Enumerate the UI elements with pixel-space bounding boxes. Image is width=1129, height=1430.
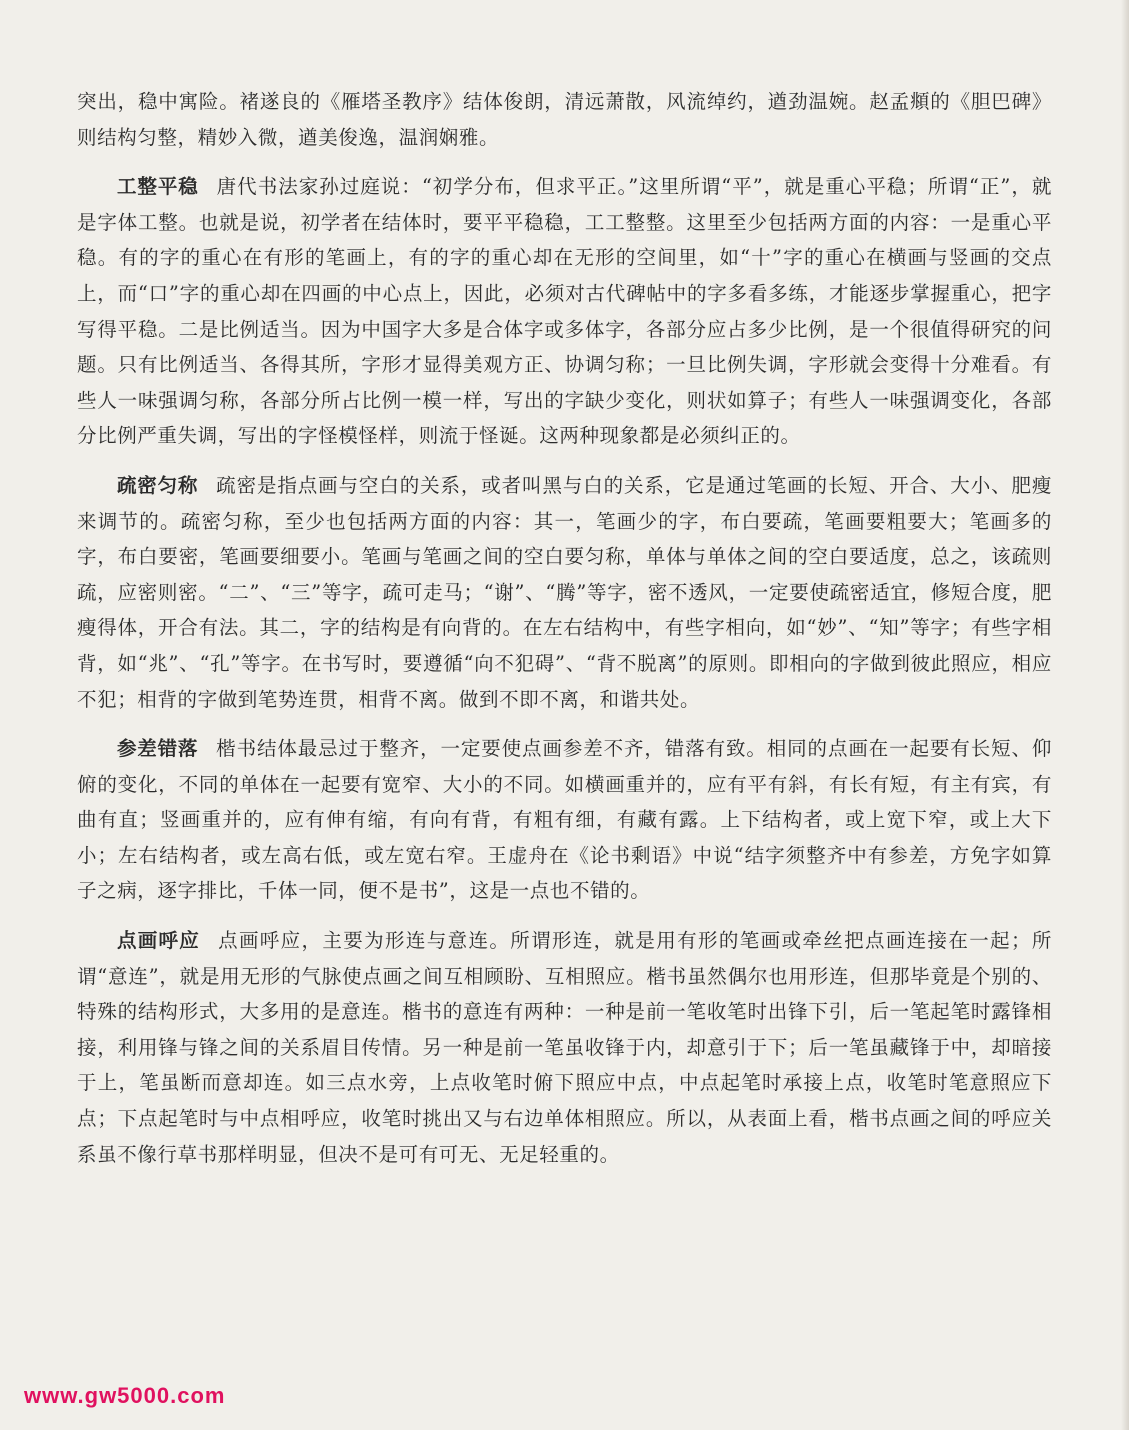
site-watermark: www.gw5000.com — [24, 1383, 226, 1408]
section-heading: 疏密匀称 — [117, 473, 199, 497]
paragraph-shumi-yunchen — [77, 468, 1052, 717]
paragraph-intro-continuation — [77, 84, 1052, 155]
paragraph-body: 点画呼应，主要为形连与意连。所谓形连，就是用有形的笔画或牵丝把点画连接在一起；所谓“意连”，就是用无形的气脉使点画之间互相顾盼、互相照应。楷书虽然偶尔也用形连，但那毕竟是个别的、特殊的结构形式，大多用的是意连。楷书的意连有两种：一种是前一笔收笔时出锋下引，后一笔起笔时露锋相接，利用锋与锋之间的关系眉目传情。另一种是前一笔虽收锋于内，却意引于下；后一笔虽藏锋于中，却暗接于上，笔虽断而意却连。如三点水旁，上点收笔时俯下照应中点，中点起笔时承接上点，收笔时笔意照应下点；下点起笔时与中点相呼应，收笔时挑出又与右边单体相照应。所以，从表面上看，楷书点画之间的呼应关系虽不像行草书那样明显，但决不是可有可无、无足轻重的。 — [77, 929, 1052, 1166]
paragraph-dianhua-huying — [77, 923, 1052, 1172]
paragraph-gongzheng-pingwen — [77, 169, 1052, 454]
paragraph-body: 突出，稳中寓险。褚遂良的《雁塔圣教序》结体俊朗，清远萧散，风流绰约，遒劲温婉。赵孟頫的《胆巴碑》则结构匀整，精妙入微，遒美俊逸，温润娴雅。 — [77, 90, 1052, 149]
paragraph-body: 唐代书法家孙过庭说：“初学分布，但求平正。”这里所谓“平”，就是重心平稳；所谓“正”，就是字体工整。也就是说，初学者在结体时，要平平稳稳，工工整整。这里至少包括两方面的内容：一是重心平稳。有的字的重心在有形的笔画上，有的字的重心却在无形的空间里，如“十”字的重心在横画与竖画的交点上，而“口”字的重心却在四画的中心点上，因此，必须对古代碑帖中的字多看多练，才能逐步掌握重心，把字写得平稳。二是比例适当。因为中国字大多是合体字或多体字，各部分应占多少比例，是一个很值得研究的问题。只有比例适当、各得其所，字形才显得美观方正、协调匀称；一旦比例失调，字形就会变得十分难看。有些人一味强调匀称，各部分所占比例一模一样，写出的字缺少变化，则状如算子；有些人一味强调变化，各部分比例严重失调，写出的字怪模怪样，则流于怪诞。这两种现象都是必须纠正的。 — [77, 175, 1052, 448]
section-heading: 点画呼应 — [117, 929, 201, 953]
paragraph-body: 楷书结体最忌过于整齐，一定要使点画参差不齐，错落有致。相同的点画在一起要有长短、仰俯的变化，不同的单体在一起要有宽窄、大小的不同。如横画重并的，应有平有斜，有长有短，有主有宾，有曲有直；竖画重并的，应有伸有缩，有向有背，有粗有细，有藏有露。上下结构者，或上宽下窄，或上大下小；左右结构者，或左高右低，或左宽右窄。王虚舟在《论书剩语》中说“结字须整齐中有参差，方免字如算子之病，逐字排比，千体一同，便不是书”，这是一点也不错的。 — [77, 737, 1052, 903]
body-text — [77, 84, 1052, 1186]
paragraph-cenci-cuoluo — [77, 731, 1052, 909]
section-heading: 工整平稳 — [117, 175, 199, 199]
page-edge-shadow — [1121, 0, 1129, 1430]
section-heading: 参差错落 — [117, 737, 199, 761]
paragraph-body: 疏密是指点画与空白的关系，或者叫黑与白的关系，它是通过笔画的长短、开合、大小、肥瘦来调节的。疏密匀称，至少也包括两方面的内容：其一，笔画少的字，布白要疏，笔画要粗要大；笔画多的字，布白要密，笔画要细要小。笔画与笔画之间的空白要匀称，单体与单体之间的空白要适度，总之，该疏则疏，应密则密。“二”、“三”等字，疏可走马；“谢”、“腾”等字，密不透风，一定要使疏密适宜，修短合度，肥瘦得体，开合有法。其二，字的结构是有向背的。在左右结构中，有些字相向，如“妙”、“知”等字；有些字相背，如“兆”、“孔”等字。在书写时，要遵循“向不犯碍”、“背不脱离”的原则。即相向的字做到彼此照应，相应不犯；相背的字做到笔势连贯，相背不离。做到不即不离，和谐共处。 — [77, 473, 1052, 711]
